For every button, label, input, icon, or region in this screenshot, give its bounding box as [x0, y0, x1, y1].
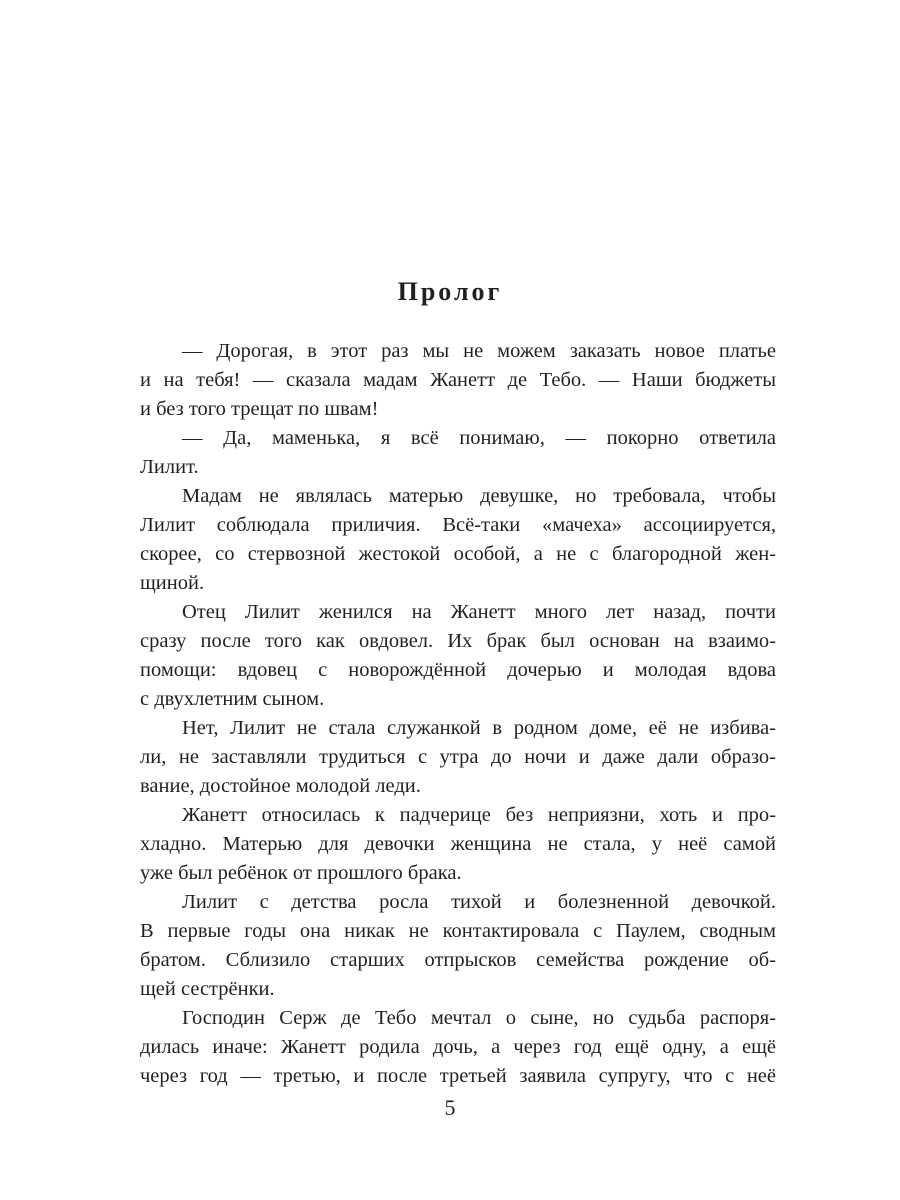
chapter-title: Пролог [397, 277, 503, 306]
page-number: 5 [444, 1095, 456, 1120]
text-line: ли, не заставляли трудиться с утра до ночи и даже дали образо- [140, 746, 776, 768]
text-line: Лилит с детства росла тихой и болезненной девочкой. [182, 891, 776, 913]
text-line: и на тебя! — сказала мадам Жанетт де Тебо. — Наши бюджеты [140, 369, 776, 391]
text-line: и без того трещат по швам! [140, 398, 379, 420]
text-line: через год — третью, и после третьей заявила супругу, что с неё [140, 1065, 776, 1087]
paragraph [140, 337, 776, 424]
text-line: Мадам не являлась матерью девушке, но требовала, чтобы [182, 485, 776, 507]
text-line: Жанетт относилась к падчерице без неприязни, хоть и про- [182, 804, 776, 826]
text-line: помощи: вдовец с новорождённой дочерью и молодая вдова [140, 659, 776, 681]
body-text [140, 337, 776, 1091]
text-line: щей сестрёнки. [140, 978, 275, 1000]
text-line: с двухлетним сыном. [140, 688, 325, 710]
paragraph [140, 598, 776, 714]
text-line: хладно. Матерью для девочки женщина не стала, у неё самой [140, 833, 776, 855]
paragraph [140, 482, 776, 598]
text-line: щиной. [140, 572, 205, 594]
text-line: братом. Сблизило старших отпрысков семейства рождение об- [140, 949, 776, 971]
paragraph [140, 714, 776, 801]
text-line: Отец Лилит женился на Жанетт много лет назад, почти [182, 601, 776, 623]
text-line: вание, достойное молодой леди. [140, 775, 421, 797]
text-line: скорее, со стервозной жестокой особой, а не с благородной жен- [140, 543, 776, 565]
text-line: Нет, Лилит не стала служанкой в родном доме, её не избива- [182, 717, 776, 739]
text-line: Лилит соблюдала приличия. Всё-таки «мачеха» ассоциируется, [140, 514, 776, 536]
text-line: — Да, маменька, я всё понимаю, — покорно ответила [182, 427, 776, 449]
text-line: дилась иначе: Жанетт родила дочь, а через год ещё одну, а ещё [140, 1036, 776, 1058]
text-line: — Дорогая, в этот раз мы не можем заказать новое платье [182, 340, 776, 362]
text-line: Господин Серж де Тебо мечтал о сыне, но судьба распоря- [182, 1007, 776, 1029]
text-line: Лилит. [140, 456, 199, 478]
text-line: сразу после того как овдовел. Их брак был основан на взаимо- [140, 630, 776, 652]
text-line: В первые годы она никак не контактировала с Паулем, сводным [140, 920, 776, 942]
paragraph [140, 801, 776, 888]
paragraph [140, 1004, 776, 1091]
paragraph [140, 424, 776, 482]
text-line: уже был ребёнок от прошлого брака. [140, 862, 462, 884]
paragraph [140, 888, 776, 1004]
